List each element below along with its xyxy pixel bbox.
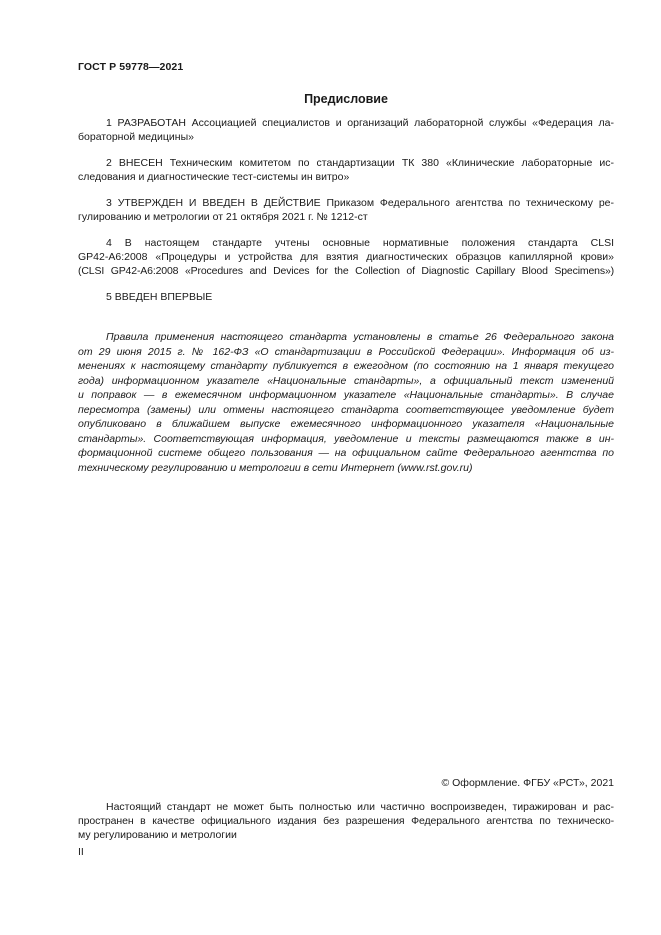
text-line: пересмотра (замены) или отмены настоящего стандарта соответствующее уведомление будет <box>78 403 614 416</box>
text-line: Правила применения настоящего стандарта установлены в статье 26 Федерального закона <box>106 331 614 343</box>
page-number: II <box>78 846 84 858</box>
text-line: гулированию и метрологии от 21 октября 2021 г. № 1212-ст <box>78 211 368 223</box>
text-line: 2 ВНЕСЕН Техническим комитетом по стандартизации ТК 380 «Клинические лабораторные ис- <box>106 157 614 169</box>
text-line: бораторной медицины» <box>78 131 194 143</box>
usage-notice <box>78 330 614 475</box>
standard-code: ГОСТ Р 59778—2021 <box>78 61 184 73</box>
foreword-item-3 <box>78 196 614 224</box>
foreword-item-5 <box>78 290 614 304</box>
text-line: года) информационном указателе «Национальные стандарты», а официальный текст изменений <box>78 374 614 387</box>
text-line: следования и диагностические тест-системы ин витро» <box>78 171 350 183</box>
text-line: техническому регулированию и метрологии в сети Интернет (www.rst.gov.ru) <box>78 461 473 474</box>
text-line: 1 РАЗРАБОТАН Ассоциацией специалистов и организаций лабораторной службы «Федерация ла- <box>106 117 614 129</box>
text-line: формационной системе общего пользования — на официальном сайте Федерального агентства по <box>78 447 614 459</box>
text-line: стандарты». Соответствующая информация, уведомление и тексты размещаются также в ин- <box>78 432 614 445</box>
text-line: пространен в качестве официального издания без разрешения Федерального агентства по техническо- <box>78 815 614 827</box>
foreword-item-4 <box>78 236 614 278</box>
text-line: 5 ВВЕДЕН ВПЕРВЫЕ <box>106 291 213 303</box>
text-line: 3 УТВЕРЖДЕН И ВВЕДЕН В ДЕЙСТВИЕ Приказом Федерального агентства по техническому ре- <box>106 197 614 209</box>
text-line: Настоящий стандарт не может быть полностью или частично воспроизведен, тиражирован и рас- <box>106 801 614 813</box>
text-line: (CLSI GP42-A6:2008 «Procedures and Devices for the Collection of Diagnostic Capillary Blood Specimens») <box>78 265 614 277</box>
text-line: и поправок — в ежемесячном информационном указателе «Национальные стандарты». В случае <box>78 389 614 401</box>
foreword-item-2 <box>78 156 614 184</box>
foreword-title: Предисловие <box>304 92 388 106</box>
copyright-line: © Оформление. ФГБУ «РСТ», 2021 <box>441 777 614 789</box>
text-line: опубликовано в ближайшем выпуске ежемесячного информационного указателя «Национальные <box>78 418 614 430</box>
foreword-item-1 <box>78 116 614 144</box>
text-line: 4 В настоящем стандарте учтены основные нормативные положения стандарта CLSI <box>106 237 614 249</box>
text-line: менениях к настоящему стандарту публикуется в ежегодном (по состоянию на 1 января текущего <box>78 360 614 372</box>
text-line: от 29 июня 2015 г. № 162-ФЗ «О стандартизации в Российской Федерации». Информация об из- <box>78 345 614 358</box>
text-line: GP42-A6:2008 «Процедуры и устройства для взятия диагностических образцов капиллярной крови» <box>78 251 614 263</box>
reproduction-notice <box>78 800 614 842</box>
text-line: му регулированию и метрологии <box>78 829 237 841</box>
